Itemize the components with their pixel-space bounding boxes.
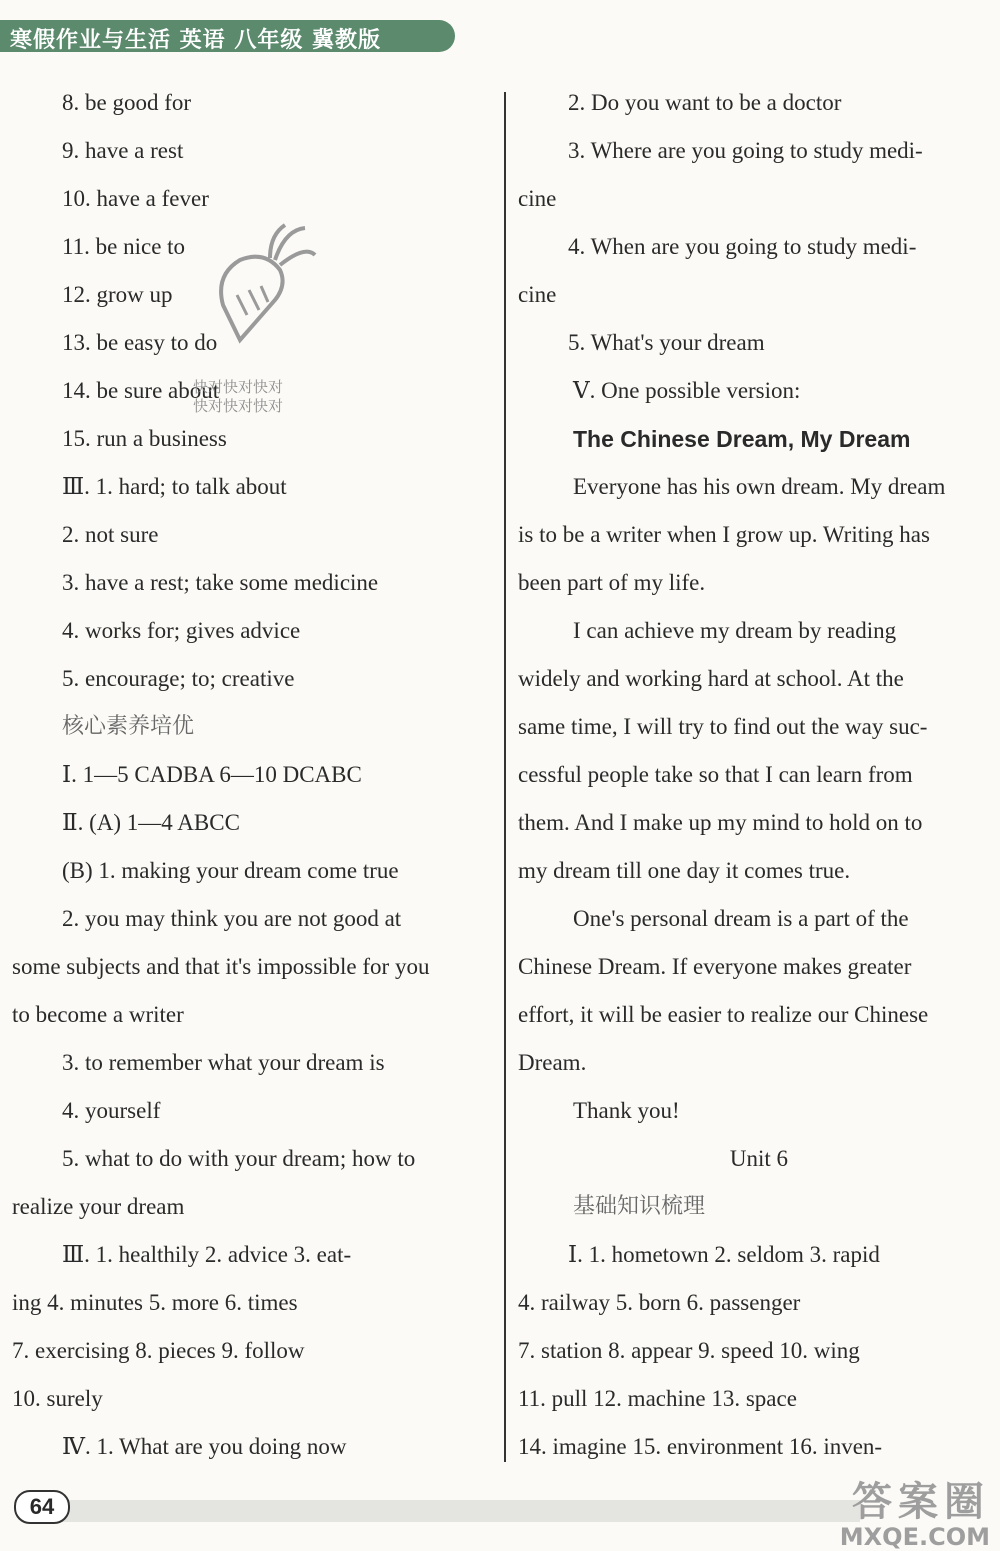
book-title: 寒假作业与生活 英语 八年级 冀教版 (10, 28, 381, 53)
answer-line: Unit 6 (729, 1146, 789, 1171)
answer-line: my dream till one day it comes true. (518, 858, 851, 883)
answer-line: been part of my life. (518, 570, 706, 595)
answer-line: 11. pull 12. machine 13. space (518, 1386, 797, 1411)
answer-line: 5. what to do with your dream; how to (62, 1146, 416, 1171)
answer-line: 5. encourage; to; creative (62, 666, 295, 691)
footer-band (60, 1500, 860, 1522)
answer-line: widely and working hard at school. At the (518, 666, 904, 691)
answer-line: Ⅲ. 1. hard; to talk about (62, 474, 287, 499)
answer-line: 核心素养培优 (62, 714, 195, 739)
answer-line: Ⅰ. 1. hometown 2. seldom 3. rapid (568, 1242, 880, 1267)
answer-line: ing 4. minutes 5. more 6. times (12, 1290, 298, 1315)
answer-line: same time, I will try to find out the way suc- (518, 714, 928, 739)
answer-line: realize your dream (12, 1194, 185, 1219)
answer-line: 4. When are you going to study medi- (568, 234, 917, 259)
answer-line: 5. What's your dream (568, 330, 765, 355)
answer-line: cessful people take so that I can learn from (518, 762, 913, 787)
answer-line: 14. be sure about (62, 378, 220, 403)
answer-line: Everyone has his own dream. My dream (573, 474, 946, 499)
answer-line: them. And I make up my mind to hold on to (518, 810, 923, 835)
answer-line: 2. Do you want to be a doctor (568, 90, 842, 115)
right-column (518, 85, 1000, 1477)
carrot-icon (205, 220, 320, 350)
answer-line: effort, it will be easier to realize our Chinese (518, 1002, 929, 1027)
answer-line: I can achieve my dream by reading (573, 618, 897, 643)
answer-line: cine (518, 282, 557, 307)
answer-line: 13. be easy to do (62, 330, 218, 355)
answer-line: 14. imagine 15. environment 16. inven- (518, 1434, 883, 1459)
answer-line: Ⅰ. 1—5 CADBA 6—10 DCABC (62, 762, 362, 787)
answer-line: Ⅳ. 1. What are you doing now (62, 1434, 347, 1459)
answer-line: Chinese Dream. If everyone makes greater (518, 954, 912, 979)
answer-line: 4. yourself (62, 1098, 161, 1123)
answer-line: 3. have a rest; take some medicine (62, 570, 379, 595)
answer-line: cine (518, 186, 557, 211)
page-number: 64 (14, 1490, 70, 1524)
answer-line: 3. Where are you going to study medi- (568, 138, 923, 163)
column-divider (504, 92, 506, 1462)
site-watermark-logo: 答案圈 MXQE.COM (839, 1479, 990, 1551)
answer-line: 15. run a business (62, 426, 227, 451)
answer-line: 7. station 8. appear 9. speed 10. wing (518, 1338, 860, 1363)
answer-line: to become a writer (12, 1002, 184, 1027)
answer-line: 2. not sure (62, 522, 159, 547)
answer-line: Ⅴ. One possible version: (573, 378, 801, 403)
answer-line: (B) 1. making your dream come true (62, 858, 399, 883)
answer-line: 8. be good for (62, 90, 192, 115)
answer-line: One's personal dream is a part of the (573, 906, 909, 931)
answer-line: 7. exercising 8. pieces 9. follow (12, 1338, 305, 1363)
answer-line: 9. have a rest (62, 138, 184, 163)
answer-line: 10. surely (12, 1386, 103, 1411)
answer-line: 4. railway 5. born 6. passenger (518, 1290, 801, 1315)
answer-line: 10. have a fever (62, 186, 209, 211)
watermark-text: 快对快对快对 快对快对快对 (193, 378, 284, 415)
answer-line: is to be a writer when I grow up. Writing has (518, 522, 930, 547)
answer-line: 4. works for; gives advice (62, 618, 301, 643)
answer-line: 3. to remember what your dream is (62, 1050, 385, 1075)
answer-line: 2. you may think you are not good at (62, 906, 402, 931)
answer-line: Ⅲ. 1. healthily 2. advice 3. eat- (62, 1242, 352, 1267)
answer-line: 11. be nice to (62, 234, 186, 259)
answer-line: Ⅱ. (A) 1—4 ABCC (62, 810, 240, 835)
answer-line: The Chinese Dream, My Dream (573, 426, 911, 452)
answer-line: 基础知识梳理 (573, 1194, 706, 1219)
answer-line: 12. grow up (62, 282, 173, 307)
answer-line: some subjects and that it's impossible for you (12, 954, 430, 979)
answer-line: Thank you! (573, 1098, 680, 1123)
answer-line: Dream. (518, 1050, 587, 1075)
